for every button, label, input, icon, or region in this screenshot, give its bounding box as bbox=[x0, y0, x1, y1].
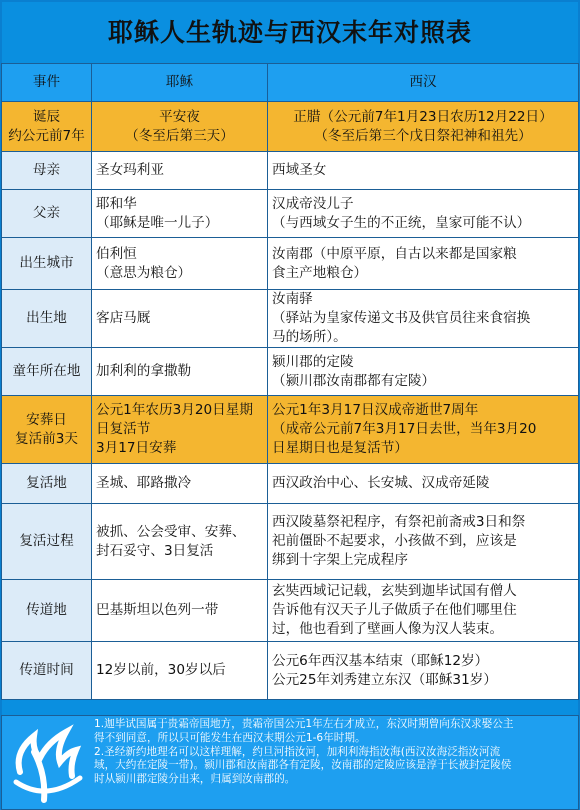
cell-jesus bbox=[92, 102, 268, 152]
cell-line: 3月17日安葬 bbox=[96, 440, 177, 456]
cell-line: 告诉他有汉天子儿子做质子在他们哪里住 bbox=[272, 602, 517, 618]
cell-line: 童年所在地 bbox=[12, 363, 81, 379]
cell-line: 加利利的拿撒勒 bbox=[96, 363, 192, 379]
cell-jesus bbox=[92, 152, 268, 190]
cell-jesus bbox=[92, 580, 268, 642]
cell-line: 复活过程 bbox=[19, 533, 74, 549]
page-title: 耶稣人生轨迹与西汉末年对照表 bbox=[107, 18, 472, 47]
cell-line: 封石妥守、3日复活 bbox=[96, 542, 214, 559]
table-row bbox=[2, 290, 579, 348]
table-row bbox=[2, 580, 579, 642]
cell-line: 食主产地粮仓） bbox=[272, 264, 368, 281]
cell-line: 西汉陵墓祭祀程序，有祭祀前斋戒3日和祭 bbox=[272, 514, 526, 530]
cell-jesus bbox=[92, 464, 268, 504]
note-line: 1.迦毕试国属于贵霜帝国地方，贵霜帝国公元1年左右才成立，东汉时期曾向东汉求娶公主 bbox=[94, 718, 514, 730]
cell-line: 日星期日也是复活节） bbox=[272, 440, 408, 456]
cell-jesus bbox=[92, 348, 268, 396]
cell-line: （驿站为皇家传递文书及供官员往来食宿换 bbox=[272, 310, 531, 326]
cell-line: 汝南郡（中原平原，自古以来都是国家粮 bbox=[272, 245, 517, 262]
cell-han bbox=[268, 396, 579, 464]
cell-event bbox=[2, 102, 92, 152]
cell-event bbox=[2, 396, 92, 464]
cell-jesus bbox=[92, 238, 268, 290]
cell-line: 传道地 bbox=[26, 602, 67, 618]
cell-line: 公元25年刘秀建立东汉（耶稣31岁） bbox=[272, 671, 497, 688]
cell-line: 绑到十字架上完成程序 bbox=[272, 552, 408, 568]
cell-jesus bbox=[92, 642, 268, 700]
cell-line: 复活地 bbox=[26, 475, 67, 491]
cell-line: 公元6年西汉基本结束（耶稣12岁） bbox=[272, 652, 489, 669]
table-row bbox=[2, 396, 579, 464]
cell-han bbox=[268, 238, 579, 290]
cell-line: 被抓、公会受审、安葬、 bbox=[96, 523, 246, 540]
cell-jesus bbox=[92, 504, 268, 580]
note-line: 域，大约在定陵一带)。颍川郡和汝南郡各有定陵，汝南郡的定陵应该是淳于长被封定陵侯 bbox=[94, 759, 512, 772]
cell-line: （冬至后第三个戊日祭祀神和祖先） bbox=[314, 127, 532, 144]
note-line: 得不到同意，所以只可能发生在西汉末期公元1-6年时期。 bbox=[94, 731, 366, 744]
cell-line: 客店马厩 bbox=[96, 310, 151, 326]
cell-event bbox=[2, 190, 92, 238]
notes-text bbox=[94, 716, 574, 787]
notes-panel bbox=[1, 715, 579, 810]
table-row bbox=[2, 190, 579, 238]
table-row bbox=[2, 464, 579, 504]
note-line: 时从颍川郡定陵分出来，归属到汝南郡的。 bbox=[94, 773, 296, 786]
cell-event bbox=[2, 642, 92, 700]
header-event: 事件 bbox=[2, 64, 92, 102]
cell-line: 马的场所）。 bbox=[272, 329, 347, 345]
cell-line: 玄奘西域记记载，玄奘到迦毕试国有僧人 bbox=[272, 583, 517, 599]
cell-line: 复活前3天 bbox=[14, 430, 79, 447]
cell-event bbox=[2, 348, 92, 396]
cell-han bbox=[268, 190, 579, 238]
cell-han bbox=[268, 642, 579, 700]
cell-event bbox=[2, 152, 92, 190]
cell-han bbox=[268, 464, 579, 504]
table-row bbox=[2, 152, 579, 190]
cell-line: （冬至后第三天） bbox=[125, 127, 234, 144]
cell-event bbox=[2, 238, 92, 290]
cell-line: 公元1年3月17日汉成帝逝世7周年 bbox=[272, 402, 479, 418]
cell-line: 平安夜 bbox=[159, 108, 200, 125]
cell-han bbox=[268, 102, 579, 152]
cell-line: 圣女玛利亚 bbox=[96, 162, 164, 178]
table-row bbox=[2, 504, 579, 580]
cell-line: 父亲 bbox=[32, 205, 61, 221]
cell-line: 西汉政治中心、长安城、汉成帝延陵 bbox=[272, 475, 490, 491]
cell-line: 母亲 bbox=[32, 162, 61, 178]
cell-jesus bbox=[92, 190, 268, 238]
cell-line: 约公元前7年 bbox=[8, 127, 85, 144]
cell-line: 诞辰 bbox=[32, 108, 61, 125]
cell-han bbox=[268, 290, 579, 348]
cell-line: 出生城市 bbox=[19, 255, 74, 271]
cell-line: 安葬日 bbox=[26, 411, 67, 428]
table-row bbox=[2, 348, 579, 396]
note-line: 2.圣经新约地理名可以这样理解，约旦河指汝河，加利利海指汝海(西汉汝海泛指汝河流 bbox=[94, 745, 501, 758]
cell-han bbox=[268, 152, 579, 190]
cell-line: 汉成帝没儿子 bbox=[272, 195, 354, 212]
table-row bbox=[2, 102, 579, 152]
cell-line: （成帝公元前7年3月17日去世，当年3月20 bbox=[272, 421, 537, 437]
cell-line: 日复活节 bbox=[96, 421, 151, 437]
cell-line: 正腊（公元前7年1月23日农历12月22日） bbox=[293, 108, 553, 125]
cell-line: 巴基斯坦以色列一带 bbox=[96, 602, 219, 618]
cell-line: 出生地 bbox=[26, 310, 67, 326]
cell-event bbox=[2, 580, 92, 642]
comparison-table bbox=[1, 63, 579, 700]
header-jesus: 耶稣 bbox=[92, 64, 268, 102]
cell-line: 公元1年农历3月20日星期 bbox=[96, 402, 253, 418]
cell-jesus bbox=[92, 290, 268, 348]
stylized-wave-logo-icon bbox=[10, 722, 86, 806]
cell-line: 耶和华 bbox=[96, 195, 137, 212]
cell-line: 传道时间 bbox=[19, 662, 74, 678]
cell-line: 12岁以前，30岁以后 bbox=[96, 662, 226, 678]
cell-line: （耶稣是唯一儿子） bbox=[96, 214, 219, 231]
cell-han bbox=[268, 580, 579, 642]
cell-line: 汝南驿 bbox=[272, 291, 313, 307]
cell-line: 西域圣女 bbox=[272, 162, 327, 178]
cell-line: 颍川郡的定陵 bbox=[272, 353, 354, 370]
cell-line: 伯利恒 bbox=[96, 245, 137, 262]
cell-event bbox=[2, 504, 92, 580]
cell-event bbox=[2, 290, 92, 348]
cell-line: 祀前僵卧不起要求，小孩做不到，应该是 bbox=[272, 533, 517, 549]
cell-line: （与西域女子生的不正统，皇家可能不认） bbox=[272, 214, 531, 231]
cell-han bbox=[268, 348, 579, 396]
table-row bbox=[2, 642, 579, 700]
cell-line: （意思为粮仓） bbox=[96, 264, 192, 281]
table-row bbox=[2, 238, 579, 290]
cell-line: （颍川郡汝南郡都有定陵） bbox=[272, 372, 436, 389]
cell-line: 圣城、耶路撒冷 bbox=[96, 475, 192, 491]
cell-han bbox=[268, 504, 579, 580]
cell-event bbox=[2, 464, 92, 504]
header-han: 西汉 bbox=[268, 64, 579, 102]
cell-jesus bbox=[92, 396, 268, 464]
cell-line: 过，他也看到了壁画人像为汉人装束。 bbox=[272, 621, 504, 637]
